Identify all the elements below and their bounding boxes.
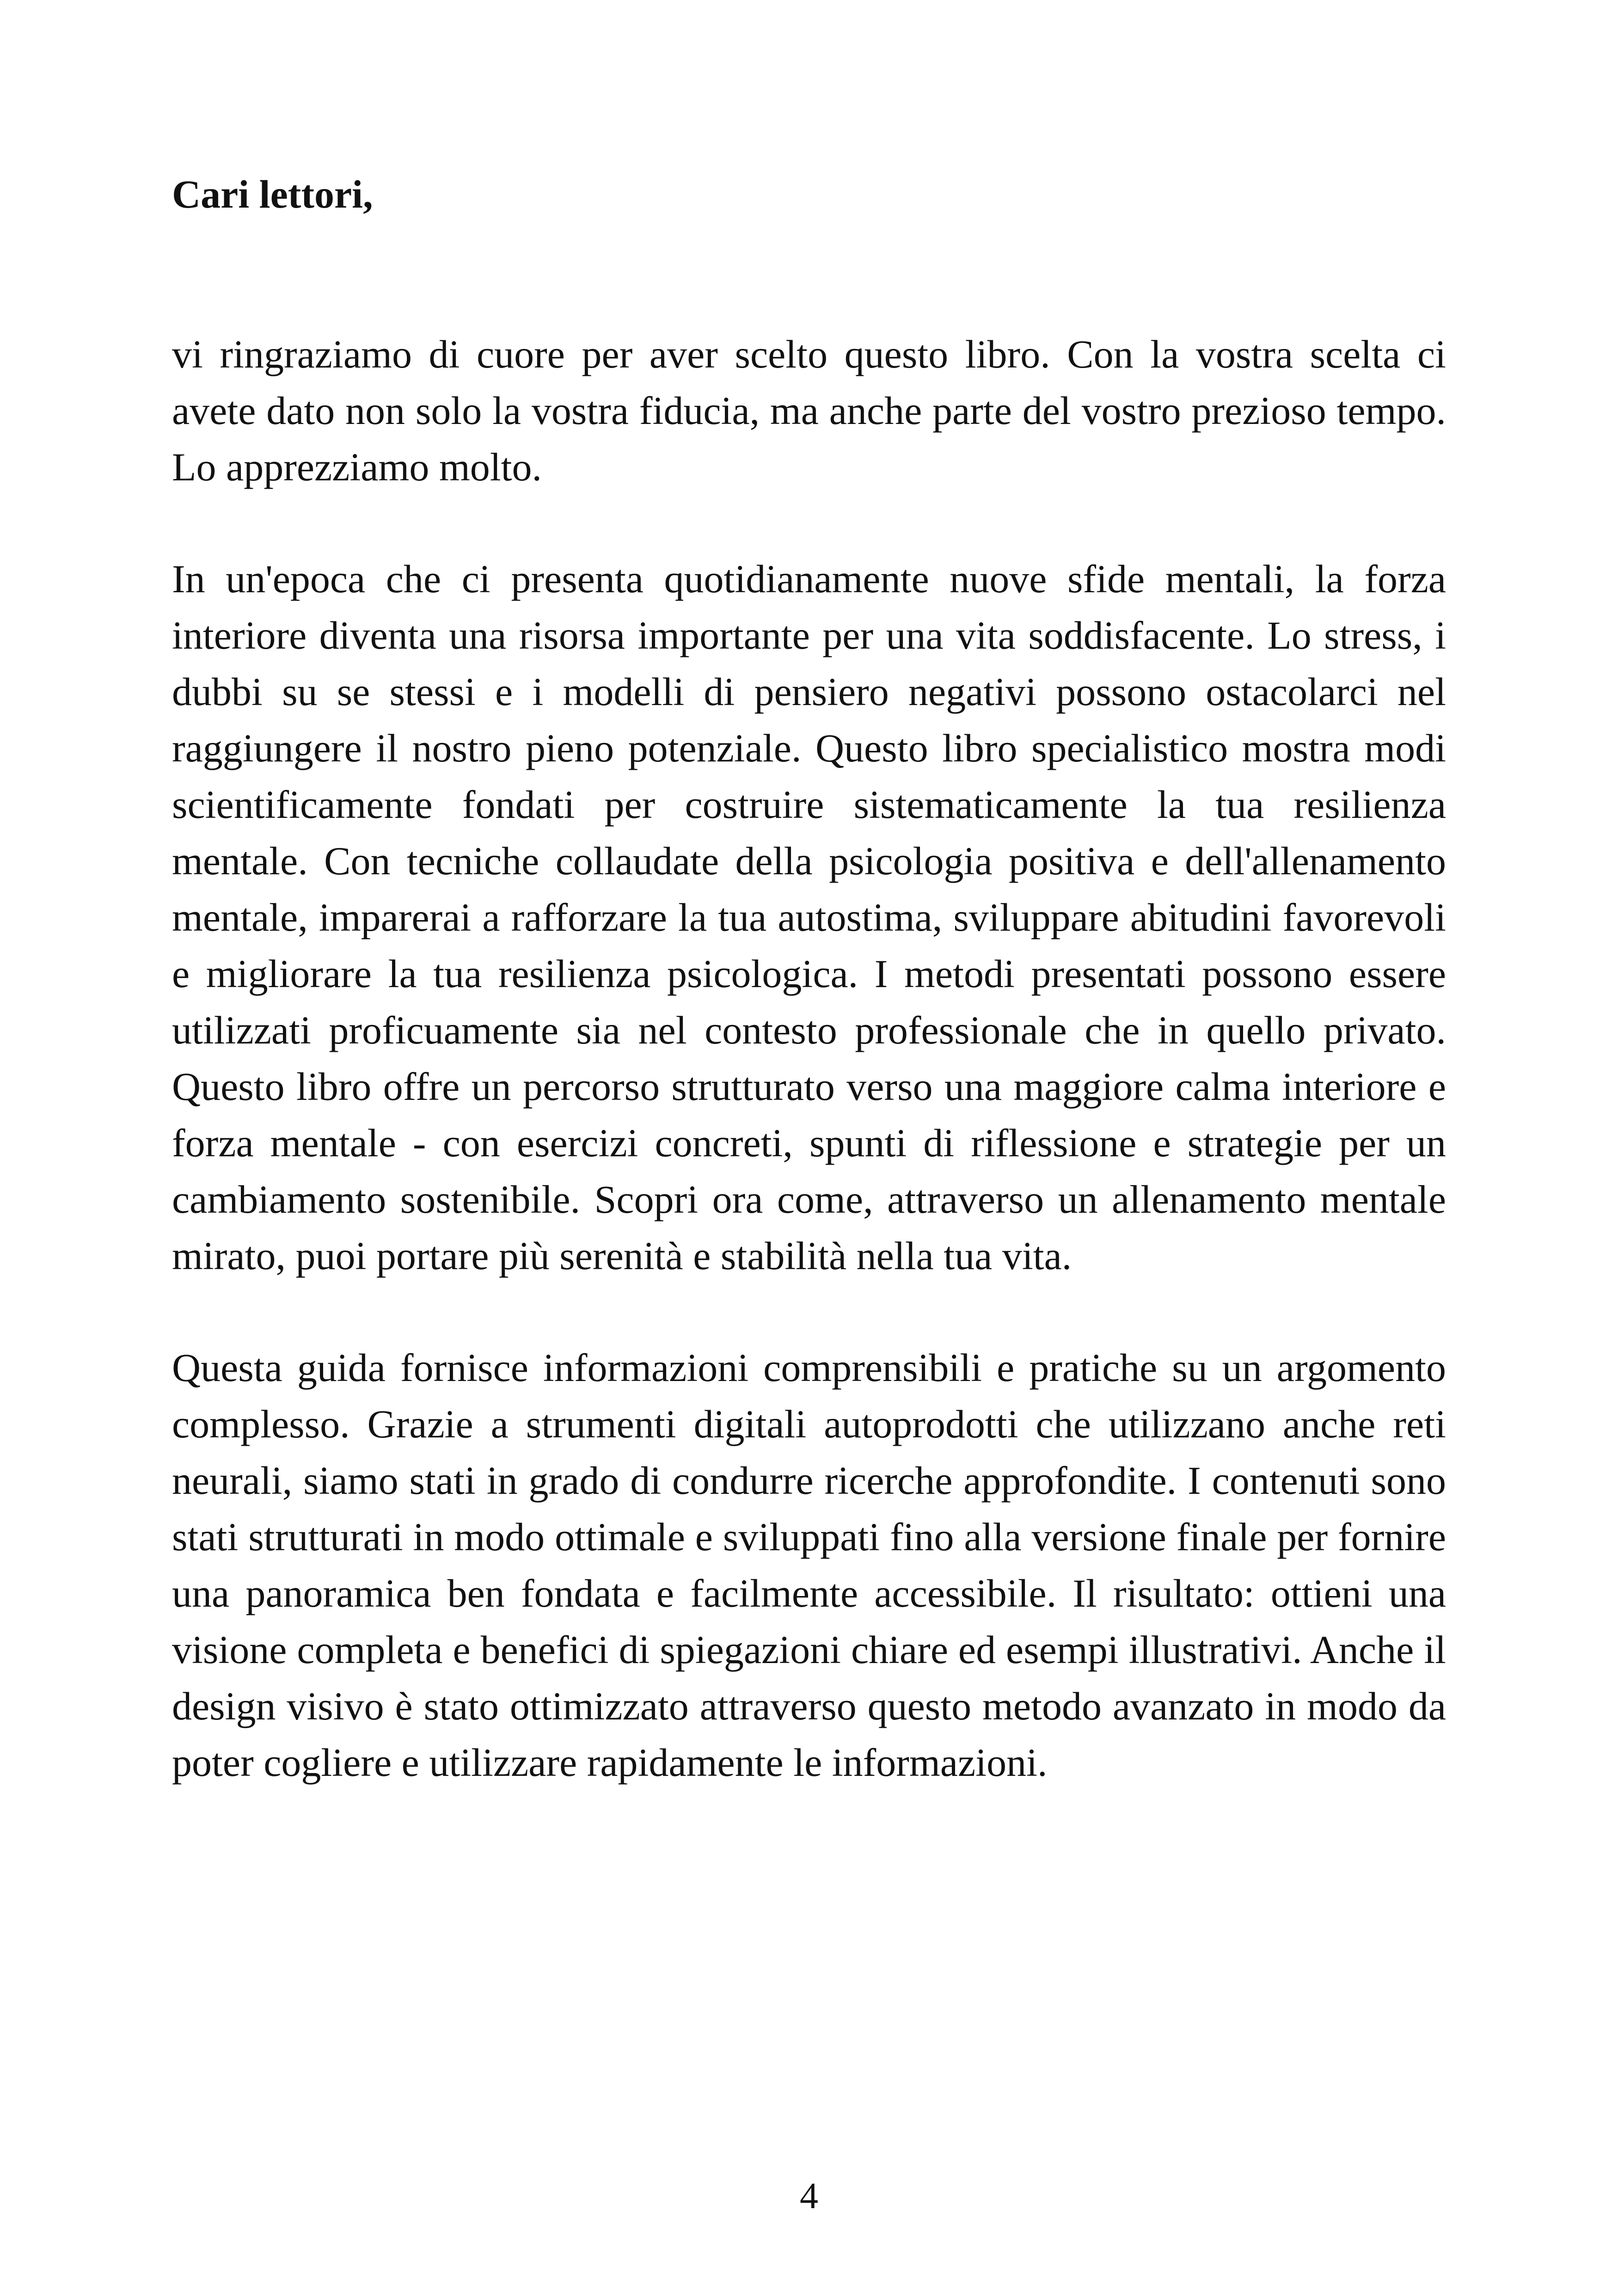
- paragraph-thanks: vi ringraziamo di cuore per aver scelto questo libro. Con la vostra scelta ci avete dato non solo la vostra fiducia, ma anche parte del vostro prezioso tempo. Lo apprezziamo molto.: [172, 332, 1446, 489]
- paragraph-book-description: In un'epoca che ci presenta quotidianamente nuove sfide mentali, la forza interiore diventa una risorsa importante per una vita soddisfacente. Lo stress, i dubbi su se stessi e i modelli di pensiero negativi possono ostacolarci nel raggiungere il nostro pieno potenziale. Questo libro specialistico mostra modi scientificamente fondati per costruire sistematicamente la tua resilienza mentale. Con tecniche collaudate della psicologia positiva e dell'allenamento mentale, imparerai a rafforzare la tua autostima, sviluppare abitudini favorevoli e migliorare la tua resilienza psicologica. I metodi presentati possono essere utilizzati proficuamente sia nel contesto professionale che in quello privato. Questo libro offre un percorso strutturato verso una maggiore calma interiore e forza mentale - con esercizi concreti, spunti di riflessione e strategie per un cambiamento sostenibile. Scopri ora come, attraverso un allenamento mentale mirato, puoi portare più serenità e stabilità nella tua vita.: [172, 557, 1446, 1278]
- salutation-heading: Cari lettori,: [172, 172, 373, 216]
- page-body: [172, 166, 1446, 1791]
- paragraph-guide-method: Questa guida fornisce informazioni comprensibili e pratiche su un argomento complesso. Grazie a strumenti digitali autoprodotti che utilizzano anche reti neurali, siamo stati in grado di condurre ricerche approfondite. I contenuti sono stati strutturati in modo ottimale e sviluppati fino alla versione finale per fornire una panoramica ben fondata e facilmente accessibile. Il risultato: ottieni una visione completa e benefici di spiegazioni chiare ed esempi illustrativi. Anche il design visivo è stato ottimizzato attraverso questo metodo avanzato in modo da poter cogliere e utilizzare rapidamente le informazioni.: [172, 1345, 1446, 1785]
- page-number: 4: [800, 2176, 818, 2216]
